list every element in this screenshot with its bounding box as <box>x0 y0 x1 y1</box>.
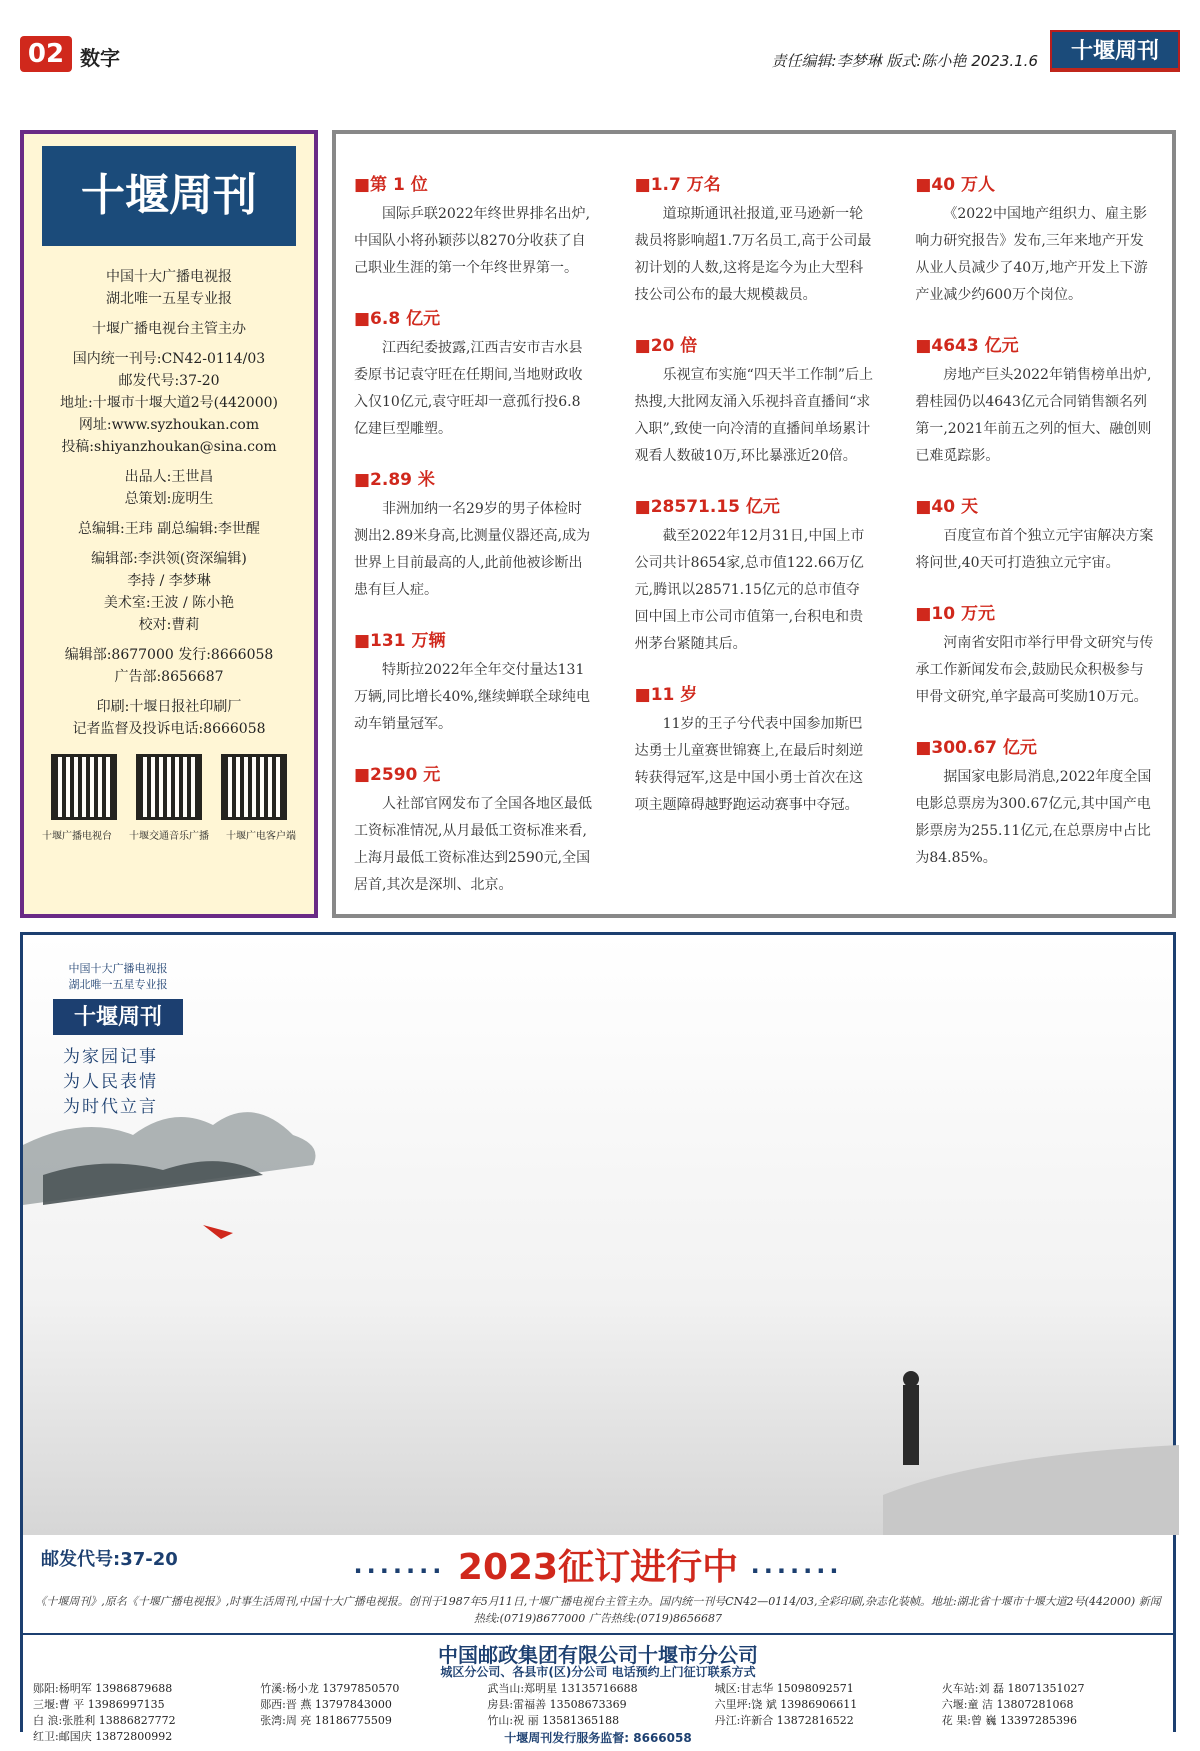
ad-tag: 中国十大广播电视报 <box>68 962 168 975</box>
news-item <box>635 170 874 309</box>
section-title: 数字 <box>80 46 120 70</box>
news-item <box>354 170 593 282</box>
contact-entry: 房县:雷福善 13508673369 <box>487 1698 627 1711</box>
news-figure: ■6.8 亿元 <box>354 309 441 329</box>
contact-entry: 花 果:曾 巍 13397285396 <box>941 1714 1077 1727</box>
news-figure: ■第 1 位 <box>354 175 428 195</box>
contact-entry: 郧阳:杨明军 13986879688 <box>33 1682 173 1695</box>
news-column <box>915 170 1154 921</box>
masthead-line: 地址:十堰市十堰大道2号(442000) <box>60 395 278 411</box>
news-text: 乐视宣布实施“四天半工作制”后上热搜,大批网友涌入乐视抖音直播间“求入职”,致使一向冷清的直播间单场累计观看人数破10万,环比暴涨近20倍。 <box>634 367 873 464</box>
masthead-line <box>42 458 296 466</box>
news-figure: ■2.89 米 <box>354 470 435 490</box>
qr-code[interactable] <box>221 754 287 820</box>
credits: 责任编辑:李梦琳 版式:陈小艳 2023.1.6 <box>771 52 1038 70</box>
service-hotline: 十堰周刊发行服务监督: 8666058 <box>504 1731 692 1745</box>
news-text: 《2022中国地产组织力、雇主影响力研究报告》发布,三年来地产开发从业人员减少了40万,地产开发上下游产业减少约600万个岗位。 <box>915 206 1148 303</box>
masthead-line <box>42 340 296 348</box>
slogans <box>63 1045 158 1120</box>
masthead-line: 总编辑:王玮 副总编辑:李世醒 <box>78 521 260 537</box>
masthead-line <box>42 510 296 518</box>
qr-label: 十堰交通音乐广播 <box>129 831 209 842</box>
news-item <box>915 599 1154 711</box>
news-item <box>354 304 593 443</box>
masthead-line: 编辑部:李洪领(资深编辑) <box>91 551 247 567</box>
ad-logo-block <box>53 961 183 1035</box>
subscription-info: 邮发代号:37-20 ······· 2023征订进行中 ······· 《十堰周刊》,原名《十堰广播电视报》,时事生活周刊,中国十大广播电视报。创刊于1987年5月11日,十堰广播电视台主管主办。国内统一刊号CN42—0114/03,全彩印刷,杂志化装帧。地址:湖北省十堰市十堰大道2号(442000) 新闻热线:(0719)8677000 广告热线:(0719)8656687 中国邮政集团有限公司十堰市分公司 城区分公司、各县市(区)分公司 电话预约上门征订联系方式 郧阳:杨明军 13986879688 竹溪:杨小龙 13797850570 武当山:郑明星 13135716688 城区:甘志华 15098092571 火车站:刘 磊 18071351027 三堰:曹 平 13986997135 郧西:晋 燕 13797843000 房县:雷福善 13508673369 六里坪:饶 斌 13986906611 六堰:童 洁 13807281068 白 浪:张胜利 13886827772 张湾:周 亮 18186775509 竹山:祝 丽 13581365188 丹江:许新合 13872816522 花 果:曾 巍 13397285396 红卫:邮国庆 13872800992 十堰周刊发行服务监督: 8666058 <box>23 1535 1173 1735</box>
slogan: 为时代立言 <box>63 1097 158 1117</box>
subscription-ad <box>20 932 1176 1745</box>
news-figure: ■300.67 亿元 <box>915 738 1037 758</box>
page-header <box>20 30 1180 78</box>
news-text: 百度宣布首个独立元宇宙解决方案将问世,40天可打造独立元宇宙。 <box>915 528 1154 571</box>
news-text: 截至2022年12月31日,中国上市公司共计8654家,总市值122.66万亿元,腾讯以28571.15亿元的总市值夺回中国上市公司市值第一,台积电和贵州茅台紧随其后。 <box>634 528 865 652</box>
news-text: 河南省安阳市举行甲骨文研究与传承工作新闻发布会,鼓励民众积极参与甲骨文研究,单字最高可奖励10万元。 <box>915 635 1154 705</box>
news-figure: ■11 岁 <box>634 685 698 705</box>
masthead-line: 投稿:shiyanzhoukan@sina.com <box>61 439 277 455</box>
news-figure: ■131 万辆 <box>354 631 446 651</box>
contact-entry: 六堰:童 洁 13807281068 <box>941 1698 1074 1711</box>
ad-logo: 十堰周刊 <box>53 999 183 1035</box>
news-figure: ■4643 亿元 <box>915 336 1019 356</box>
masthead-line: 广告部:8656687 <box>114 669 224 685</box>
contact-entry: 丹江:许新合 13872816522 <box>714 1714 854 1727</box>
ink-landscape <box>23 935 1179 1535</box>
contact-entry: 红卫:邮国庆 13872800992 <box>33 1730 173 1743</box>
news-item <box>915 733 1154 872</box>
number-news <box>332 130 1176 918</box>
post-office-sub: 城区分公司、各县市(区)分公司 电话预约上门征订联系方式 <box>440 1665 756 1679</box>
ad-tag: 湖北唯一五星专业报 <box>68 978 168 991</box>
masthead-line: 美术室:王波 / 陈小艳 <box>103 595 235 611</box>
contact-entry: 竹山:祝 丽 13581365188 <box>487 1714 620 1727</box>
news-item <box>635 492 874 658</box>
news-figure: ■40 万人 <box>915 175 995 195</box>
contact-entry: 武当山:郑明星 13135716688 <box>487 1682 638 1695</box>
news-figure: ■20 倍 <box>634 336 698 356</box>
slogan: 为家园记事 <box>63 1047 158 1067</box>
masthead-info <box>42 266 296 740</box>
contact-entry: 竹溪:杨小龙 13797850570 <box>260 1682 400 1695</box>
landscape-image <box>23 935 1173 1535</box>
news-figure: ■10 万元 <box>915 604 995 624</box>
masthead-line: 印刷:十堰日报社印刷厂 <box>96 699 242 715</box>
news-figure: ■40 天 <box>915 497 978 517</box>
news-item <box>354 760 593 899</box>
news-figure: ■1.7 万名 <box>634 175 721 195</box>
post-office: 中国邮政集团有限公司十堰市分公司 <box>23 1633 1173 1668</box>
qr-code[interactable] <box>51 754 117 820</box>
news-column <box>354 170 593 921</box>
contact-entry: 白 浪:张胜利 13886827772 <box>33 1714 176 1727</box>
masthead-line: 邮发代号:37-20 <box>118 373 220 389</box>
news-text: 江西纪委披露,江西吉安市吉水县委原书记袁守旺在任期间,当地财政收入仅10亿元,袁守旺却一意孤行投6.8亿建巨型雕塑。 <box>354 340 583 437</box>
masthead-line: 编辑部:8677000 发行:8666058 <box>64 647 274 663</box>
masthead-line: 十堰广播电视台主管主办 <box>92 321 246 337</box>
news-text: 国际乒联2022年终世界排名出炉,中国队小将孙颖莎以8270分收获了自己职业生涯的第一个年终世界第一。 <box>354 206 591 276</box>
masthead-line <box>42 540 296 548</box>
qr-label: 十堰广电客户端 <box>226 831 296 842</box>
news-item <box>915 492 1154 577</box>
masthead-line: 网址:www.syzhoukan.com <box>78 417 260 433</box>
masthead-line: 总策划:庞明生 <box>124 491 214 507</box>
contact-entry: 三堰:曹 平 13986997135 <box>33 1698 165 1711</box>
paper-intro: 《十堰周刊》,原名《十堰广播电视报》,时事生活周刊,中国十大广播电视报。创刊于1987年5月11日,十堰广播电视台主管主办。国内统一刊号CN42—0114/03,全彩印刷,杂志化装帧。地址:湖北省十堰市十堰大道2号(442000) 新闻热线:(0719)8677000 广告热线:(0719)8656687 <box>35 1595 1161 1625</box>
masthead-line: 李持 / 李梦琳 <box>127 573 211 589</box>
news-text: 据国家电影局消息,2022年度全国电影总票房为300.67亿元,其中国产电影票房为255.11亿元,在总票房中占比为84.85%。 <box>915 769 1152 866</box>
news-text: 非洲加纳一名29岁的男子体检时测出2.89米身高,比测量仪器还高,成为世界上目前最高的人,此前他被诊断出患有巨人症。 <box>354 501 591 598</box>
news-item <box>354 626 593 738</box>
news-item <box>915 170 1154 309</box>
contact-entry: 郧西:晋 燕 13797843000 <box>260 1698 392 1711</box>
news-text: 房地产巨头2022年销售榜单出炉,碧桂园仍以4643亿元合同销售额名列第一,2021年前五之列的恒大、融创则已难觅踪影。 <box>915 367 1152 464</box>
masthead <box>20 130 318 918</box>
news-text: 道琼斯通讯社报道,亚马逊新一轮裁员将影响超1.7万名员工,高于公司最初计划的人数,这将是迄今为止大型科技公司公布的最大规模裁员。 <box>634 206 872 303</box>
masthead-line <box>42 688 296 696</box>
contact-entry: 张湾:周 亮 18186775509 <box>260 1714 392 1727</box>
masthead-logo: 十堰周刊 <box>42 146 296 246</box>
masthead-line: 校对:曹莉 <box>138 617 200 633</box>
masthead-line: 湖北唯一五星专业报 <box>106 291 232 307</box>
header-logo: 十堰周刊 <box>1050 30 1180 72</box>
news-item <box>354 465 593 604</box>
qr-codes <box>42 754 296 820</box>
contact-entry: 火车站:刘 磊 18071351027 <box>941 1682 1085 1695</box>
news-figure: ■28571.15 亿元 <box>634 497 780 517</box>
masthead-line: 出品人:王世昌 <box>124 469 214 485</box>
masthead-line: 中国十大广播电视报 <box>106 269 232 285</box>
news-figure: ■2590 元 <box>354 765 441 785</box>
slogan: 为人民表情 <box>63 1072 158 1092</box>
masthead-line <box>42 310 296 318</box>
masthead-line <box>42 636 296 644</box>
news-text: 特斯拉2022年全年交付量达131万辆,同比增长40%,继续蝉联全球纯电动车销量冠军。 <box>354 662 591 732</box>
contact-entry: 城区:甘志华 15098092571 <box>714 1682 854 1695</box>
subscription-title: 2023征订进行中 <box>457 1547 739 1588</box>
news-text: 人社部官网发布了全国各地区最低工资标准情况,从月最低工资标准来看,上海月最低工资标准达到2590元,全国居首,其次是深圳、北京。 <box>354 796 592 893</box>
news-text: 11岁的王子兮代表中国参加斯巴达勇士儿童赛世锦赛上,在最后时刻逆转获得冠军,这是中国小勇士首次在这项主题障碍越野跑运动赛事中夺冠。 <box>634 716 864 813</box>
news-column <box>635 170 874 921</box>
masthead-line: 国内统一刊号:CN42-0114/03 <box>72 351 266 367</box>
news-item <box>635 331 874 470</box>
postal-code: 邮发代号:37-20 <box>41 1549 178 1570</box>
qr-code[interactable] <box>136 754 202 820</box>
qr-label: 十堰广播电视台 <box>42 831 112 842</box>
contact-entry: 六里坪:饶 斌 13986906611 <box>714 1698 858 1711</box>
news-item <box>915 331 1154 470</box>
page-number: 02 <box>20 36 72 72</box>
news-item <box>635 680 874 819</box>
masthead-line: 记者监督及投诉电话:8666058 <box>72 721 266 737</box>
